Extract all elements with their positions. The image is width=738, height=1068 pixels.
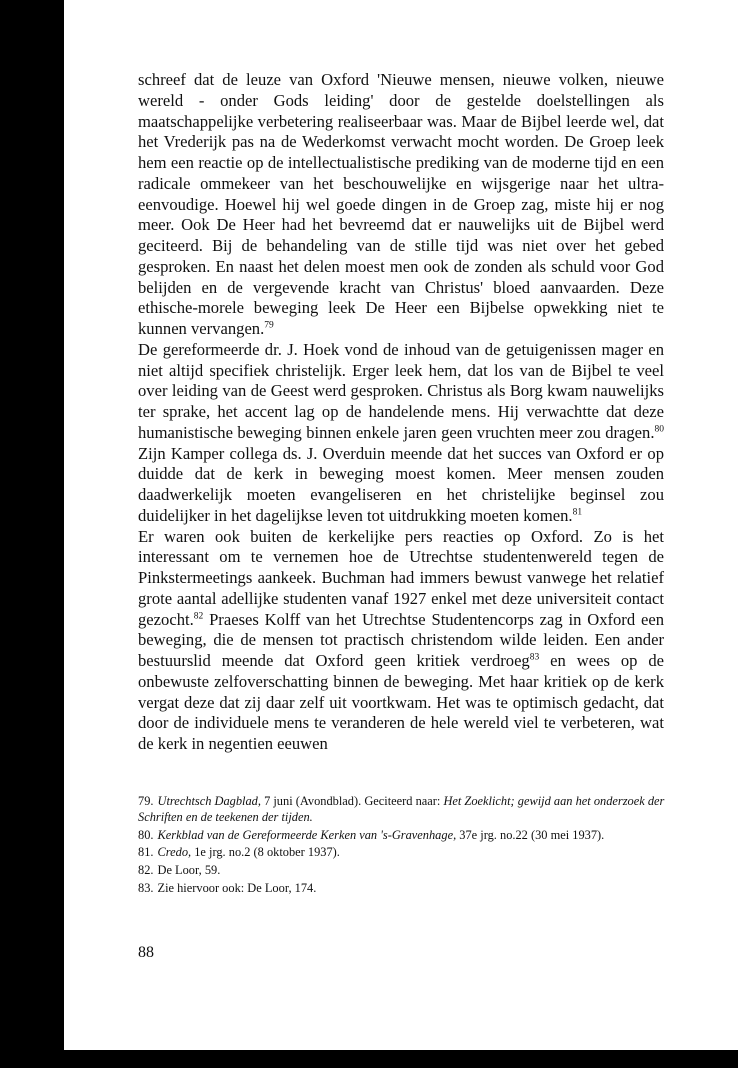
body-text	[138, 70, 664, 755]
footnote-source-2: Het Zoeklicht; gewijd aan het onderzoek der Schriften en de teekenen der tijden.	[138, 794, 665, 824]
footnote-ref-83: 83	[529, 652, 540, 663]
footnote-ref-80: 80	[654, 424, 664, 435]
paragraph-2	[138, 340, 664, 527]
footnote-text: 37e jrg. no.22 (30 mei 1937).	[456, 827, 605, 842]
footnote-text: De Loor, 59.	[157, 863, 221, 878]
footnote-83	[138, 881, 678, 897]
footnote-source: Credo,	[157, 845, 192, 860]
footnote-number: 82.	[138, 863, 154, 878]
footnote-79	[138, 794, 678, 826]
footnote-ref-79: 79	[264, 320, 274, 331]
footnote-text: 7 juni (Avondblad). Geciteerd naar:	[260, 794, 444, 808]
footnote-80	[138, 828, 678, 844]
footnote-number: 80.	[138, 827, 154, 842]
footnote-source: Kerkblad van de Gereformeerde Kerken van 's-Gravenhage,	[157, 827, 457, 842]
paragraph-3	[138, 527, 664, 755]
footnote-number: 79.	[138, 794, 154, 808]
footnote-number: 83.	[138, 880, 154, 895]
scan-bottom-border	[64, 1050, 738, 1068]
scan-left-border	[0, 0, 64, 1068]
paragraph-3-text-3: en wees op de onbewuste zelfoverschatting binnen de beweging. Met haar kritiek op de kerk vergat deze dat zij daar zelf uit voortkwam. Het was te optimisch gedacht, dat door de individuele mens te veranderen de hele wereld viel te verbeteren, wat de kerk in negentien eeuwen	[138, 651, 664, 753]
paragraph-2-text-2: Zijn Kamper collega ds. J. Overduin meende dat het succes van Oxford er op duidde dat de kerk in beweging moest komen. Meer mensen zouden daadwerkelijk moeten evangeliseren en het christelijke beginsel zou duidelijker in het dagelijkse leven tot uitdrukking moeten komen.	[138, 443, 664, 525]
paragraph-3-text-1: Er waren ook buiten de kerkelijke pers reacties op Oxford. Zo is het interessant om te vernemen hoe de Utrechtse studentenwereld tegen de Pinkstermeetings aankeek. Buchman had immers bewust vanwege het relatief grote aantal adellijke studenten vanaf 1927 enkel met deze universiteit contact gezocht.	[138, 526, 664, 629]
paragraph-1	[138, 70, 664, 340]
paragraph-2-text-1: De gereformeerde dr. J. Hoek vond de inhoud van de getuigenissen mager en niet altijd specifiek christelijk. Erger leek hem, dat los van de Bijbel te veel over leiding van de Geest werd gesproken. Christus als Borg kwam nauwelijks ter sprake, het accent lag op de handelende mens. Hij verwachtte dat deze humanistische beweging binnen enkele jaren geen vruchten meer zou dragen.	[138, 339, 664, 442]
footnote-81	[138, 845, 678, 861]
paragraph-1-text: schreef dat de leuze van Oxford 'Nieuwe mensen, nieuwe volken, nieuwe wereld - onder Gods leiding' door de gestelde doelstellingen als maatschappelijke verbetering realiseerbaar was. Maar de Bijbel leerde wel, dat het Vrederijk pas na de Wederkomst verwacht mocht worden. De Groep leek hem een reactie op de intellectualistische prediking van de moderne tijd en een radicale ommekeer van het beschouwelijke en wijsgerige naar het ultra-eenvoudige. Hoewel hij wel goede dingen in de Groep zag, miste hij er nog meer. Ook De Heer had het bevreemd dat er nauwelijks uit de Bijbel werd geciteerd. Bij de behandeling van de stille tijd was niet over het gebed gesproken. En naast het delen moest men ook de zonden als schuld voor God belijden en de vergevende kracht van Christus' bloed aanvaarden. Deze ethische-morele beweging leek De Heer een Bijbelse opwekking niet te kunnen vervangen.	[138, 70, 664, 338]
footnote-82	[138, 863, 678, 879]
footnote-text: 1e jrg. no.2 (8 oktober 1937).	[191, 845, 340, 860]
footnote-source: Utrechtsch Dagblad,	[157, 794, 261, 808]
page-number: 88	[138, 944, 154, 961]
footnote-text: Zie hiervoor ook: De Loor, 174.	[157, 880, 317, 895]
footnote-ref-81: 81	[572, 507, 583, 518]
footnote-number: 81.	[138, 845, 154, 860]
footnotes	[138, 794, 678, 899]
paragraph-3-text-2: Praeses Kolff van het Utrechtse Studentencorps zag in Oxford een beweging, die de mensen tot practisch christendom wilde leiden. Een ander bestuurslid meende dat Oxford geen kritiek verdroeg	[138, 609, 664, 670]
footnote-ref-82: 82	[193, 610, 204, 621]
